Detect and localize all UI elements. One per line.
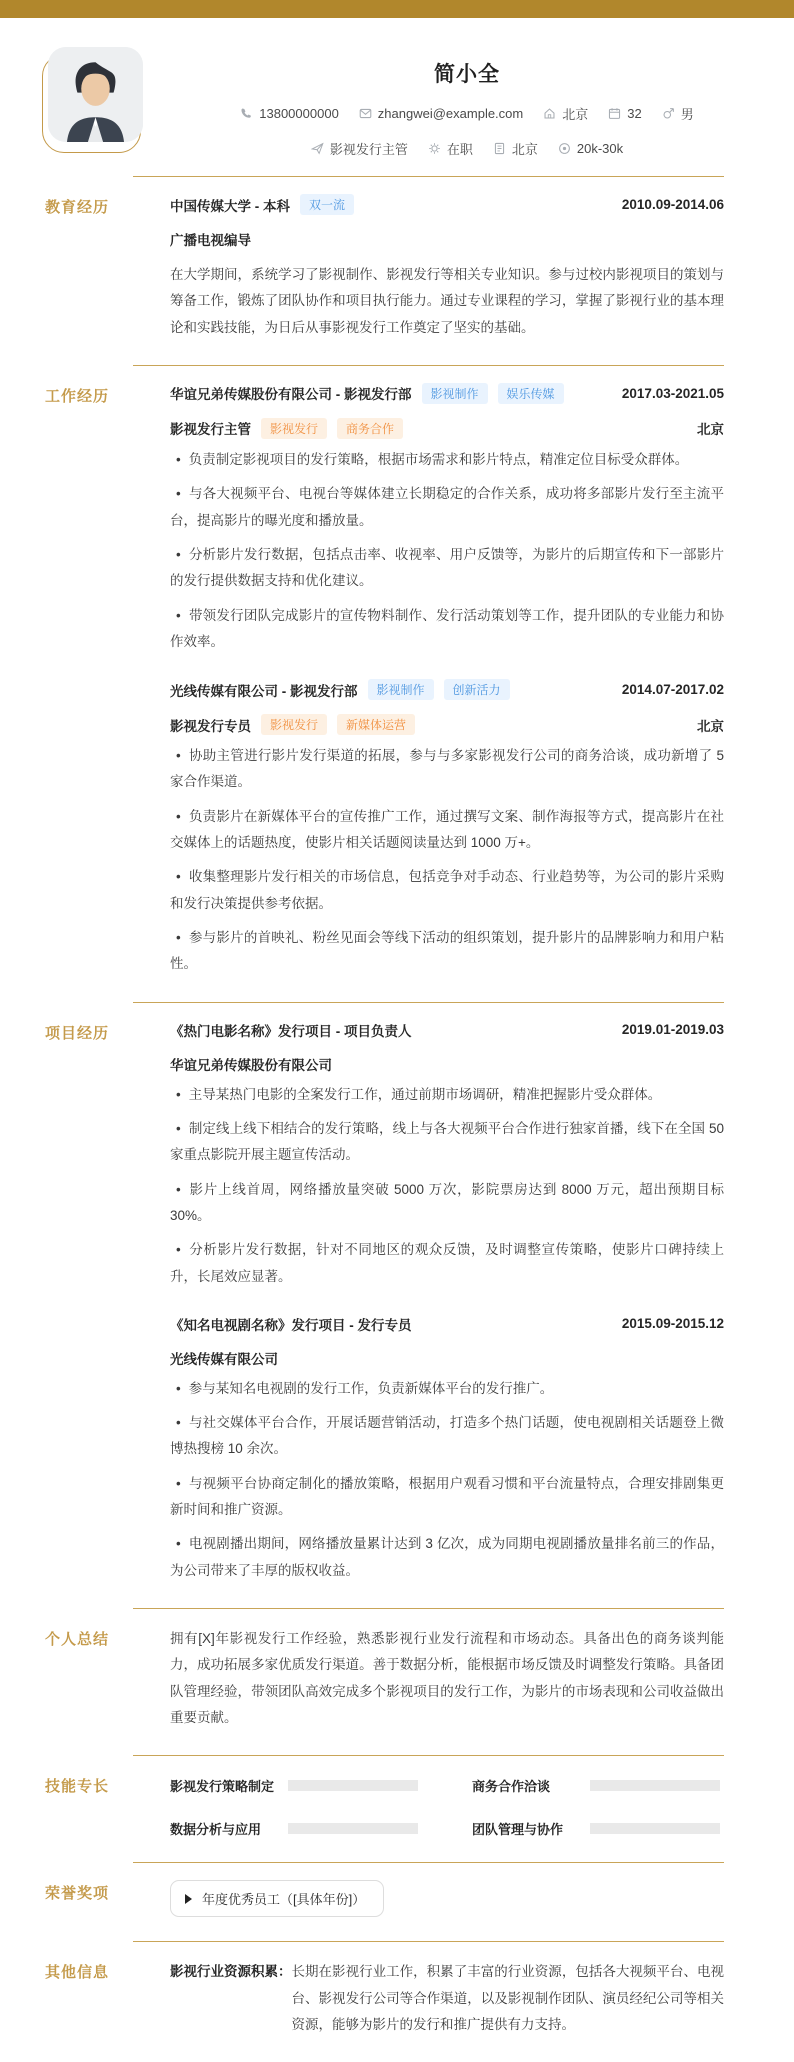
accent-top-bar (0, 0, 794, 18)
other-section-title: 其他信息 (45, 1964, 110, 1982)
other-info-label: 影视行业资源积累： (170, 1964, 292, 1980)
salary-value: 20k-30k (576, 141, 624, 156)
salary-target-icon (558, 142, 571, 155)
mail-icon (359, 107, 372, 120)
status-item (428, 139, 473, 158)
hometown-value: 北京 (562, 107, 589, 122)
skill-bar (590, 1780, 720, 1791)
person-portrait-graphic (48, 47, 143, 142)
skill-bar (288, 1823, 418, 1834)
bullet-dot-icon: • (176, 1120, 181, 1136)
job-bullet: • 分析影片发行数据，包括点击率、收视率、用户反馈等，为影片的后期宣传和下一部影片的发行提供数据支持和优化建议。 (170, 542, 724, 595)
job-bullet: • 与各大视频平台、电视台等媒体建立长期稳定的合作关系，成功将多部影片发行至主流平台，提高影片的曝光度和播放量。 (170, 481, 724, 534)
project-bullet: • 与视频平台协商定制化的播放策略，根据用户观看习惯和平台流量特点，合理安排剧集更新时间和推广资源。 (170, 1471, 724, 1524)
project-bullet: • 参与某知名电视剧的发行工作，负责新媒体平台的发行推广。 (170, 1376, 724, 1402)
projects-section (0, 1003, 794, 1608)
summary-section (0, 1609, 794, 1755)
project-bullet: • 制定线上线下相结合的发行策略，线上与各大视频平台合作进行独家首播，线下在全国 50 家重点影院开展主题宣传活动。 (170, 1116, 724, 1169)
bullet-dot-icon: • (176, 1181, 181, 1197)
gender-icon (662, 107, 675, 120)
project-entry (170, 1020, 724, 1290)
job-entry (170, 383, 724, 655)
bullet-dot-icon: • (176, 808, 181, 824)
email-value: zhangwei@example.com (377, 106, 524, 121)
skill-bar (590, 1823, 720, 1834)
job-bullet: • 协助主管进行影片发行渠道的拓展，参与与多家影视发行公司的商务洽谈，成功新增了 5 家合作渠道。 (170, 743, 724, 796)
bullet-dot-icon: • (176, 607, 181, 623)
age-icon (608, 107, 621, 120)
role-tag: 新媒体运营 (337, 714, 415, 735)
award-label: 年度优秀员工（[具体年份]） (202, 1892, 366, 1908)
position-item (311, 139, 408, 158)
projects-section-title: 项目经历 (45, 1024, 110, 1042)
bullet-dot-icon: • (176, 1475, 181, 1491)
job-location: 北京 (697, 718, 724, 734)
project-bullet: • 影片上线首周，网络播放量突破 5000 万次，影院票房达到 8000 万元，超出预期目标 30%。 (170, 1177, 724, 1230)
skill-name: 团队管理与协作 (472, 1822, 564, 1838)
skill-item (472, 1819, 724, 1838)
education-section (0, 177, 794, 365)
status-value: 在职 (446, 142, 473, 157)
gender-item (662, 104, 694, 123)
candidate-name: 简小全 (434, 63, 500, 86)
city-value: 北京 (511, 142, 538, 157)
project-bullet: • 电视剧播出期间，网络播放量累计达到 3 亿次，成为同期电视剧播放量排名前三的作品，为公司带来了丰厚的版权收益。 (170, 1531, 724, 1584)
hometown-item (543, 104, 588, 123)
major-name: 广播电视编导 (170, 233, 251, 248)
bullet-dot-icon: • (176, 451, 181, 467)
status-gear-icon (428, 142, 441, 155)
job-bullet: • 收集整理影片发行相关的市场信息，包括竞争对手动态、行业趋势等，为公司的影片采购和发行决策提供参考依据。 (170, 864, 724, 917)
skills-section (0, 1756, 794, 1862)
other-info-text: 长期在影视行业工作，积累了丰富的行业资源，包括各大视频平台、电视台、影视发行公司等合作渠道，以及影视制作团队、演员经纪公司等相关资源，能够为影片的发行和推广提供有力支持。 (291, 1964, 724, 2032)
bullet-dot-icon: • (176, 486, 181, 502)
document-icon (493, 142, 506, 155)
skill-item (170, 1819, 422, 1838)
salary-item (558, 141, 623, 156)
project-entry (170, 1314, 724, 1584)
play-triangle-icon (185, 1894, 192, 1904)
role-tag: 影视发行 (261, 418, 327, 439)
job-entry (170, 679, 724, 978)
bullet-dot-icon: • (176, 748, 181, 764)
company-tag: 娱乐传媒 (498, 383, 564, 404)
age-item (608, 106, 641, 121)
job-role: 影视发行专员 (170, 718, 251, 734)
project-bullet: • 与社交媒体平台合作，开展话题营销活动，打造多个热门话题，使电视剧相关话题登上微博热搜榜 10 余次。 (170, 1410, 724, 1463)
job-bullet: • 负责影片在新媒体平台的宣传推广工作，通过撰写文案、制作海报等方式，提高影片在社交媒体上的话题热度，使影片相关话题阅读量达到 1000 万+。 (170, 804, 724, 857)
skill-name: 商务合作洽谈 (472, 1779, 551, 1795)
avatar (48, 47, 143, 142)
job-date: 2017.03-2021.05 (621, 385, 724, 401)
project-bullet: • 分析影片发行数据，针对不同地区的观众反馈，及时调整宣传策略，使影片口碑持续上升，长尾效应显著。 (170, 1237, 724, 1290)
project-company: 光线传媒有限公司 (170, 1351, 278, 1367)
email-item (359, 106, 523, 121)
job-date: 2014.07-2017.02 (621, 682, 724, 698)
age-value: 32 (627, 106, 642, 121)
education-section-title: 教育经历 (45, 199, 110, 216)
summary-section-title: 个人总结 (45, 1631, 110, 1648)
job-bullet: • 负责制定影视项目的发行策略，根据市场需求和影片特点，精准定位目标受众群体。 (170, 447, 724, 473)
company-name: 光线传媒有限公司 - 影视发行部 (170, 683, 358, 699)
work-section (0, 366, 794, 1002)
honors-section-title: 荣誉奖项 (45, 1885, 110, 1903)
position-value: 影视发行主管 (329, 142, 408, 157)
skills-section-title: 技能专长 (45, 1778, 110, 1796)
award-item[interactable] (170, 1880, 384, 1917)
resume-header (0, 18, 794, 176)
company-tag: 创新活力 (444, 679, 510, 700)
job-bullet: • 带领发行团队完成影片的宣传物料制作、发行活动策划等工作，提升团队的专业能力和协作效率。 (170, 603, 724, 656)
project-title: 《知名电视剧名称》发行项目 - 发行专员 (170, 1317, 412, 1333)
skill-name: 影视发行策略制定 (170, 1779, 275, 1795)
skill-item (472, 1776, 724, 1795)
job-bullet: • 参与影片的首映礼、粉丝见面会等线下活动的组织策划，提升影片的品牌影响力和用户粘性。 (170, 925, 724, 978)
company-tag: 影视制作 (368, 679, 434, 700)
honors-section (0, 1863, 794, 1941)
school-name: 中国传媒大学 - 本科 (170, 198, 290, 214)
company-name: 华谊兄弟传媒股份有限公司 - 影视发行部 (170, 387, 412, 403)
education-date: 2010.09-2014.06 (621, 197, 724, 212)
project-date: 2015.09-2015.12 (621, 1316, 724, 1332)
position-icon (311, 142, 324, 155)
skill-item (170, 1776, 422, 1795)
bullet-dot-icon: • (176, 930, 181, 945)
project-title: 《热门电影名称》发行项目 - 项目负责人 (170, 1023, 412, 1039)
bullet-dot-icon: • (176, 1415, 181, 1431)
city-item (493, 139, 538, 158)
project-bullet: • 主导某热门电影的全案发行工作，通过前期市场调研，精准把握影片受众群体。 (170, 1082, 724, 1108)
contact-row-2 (175, 139, 759, 158)
role-tag: 商务合作 (337, 418, 403, 439)
job-role: 影视发行主管 (170, 422, 251, 438)
school-badge: 双一流 (300, 194, 354, 215)
gender-value: 男 (680, 107, 694, 122)
bullet-dot-icon: • (176, 1242, 181, 1258)
bullet-dot-icon: • (176, 1536, 181, 1552)
project-company: 华谊兄弟传媒股份有限公司 (170, 1057, 332, 1073)
phone-icon (240, 107, 253, 120)
summary-text: 拥有[X]年影视发行工作经验，熟悉影视行业发行流程和市场动态。具备出色的商务谈判能力，成功拓展多家优质发行渠道。善于数据分析，能根据市场反馈及时调整发行策略。具备团队管理经验，带领团队高效完成多个影视项目的发行工作，为影片的市场表现和公司收益做出重要贡献。 (170, 1631, 724, 1725)
other-section (0, 1942, 794, 2062)
bullet-dot-icon: • (176, 546, 181, 562)
job-location: 北京 (697, 422, 724, 438)
work-section-title: 工作经历 (45, 387, 110, 405)
home-icon (543, 107, 556, 120)
contact-row-1 (175, 104, 759, 123)
phone-value: 13800000000 (259, 106, 339, 121)
bullet-dot-icon: • (176, 1086, 181, 1102)
skill-name: 数据分析与应用 (170, 1822, 262, 1838)
education-description: 在大学期间，系统学习了影视制作、影视发行等相关专业知识。参与过校内影视项目的策划与筹备工作，锻炼了团队协作和项目执行能力。通过专业课程的学习，掌握了影视行业的基本理论和实践技能，为日后从事影视发行工作奠定了坚实的基础。 (170, 267, 724, 335)
role-tag: 影视发行 (261, 714, 327, 735)
profile-photo (48, 47, 143, 142)
project-date: 2019.01-2019.03 (621, 1022, 724, 1038)
bullet-dot-icon: • (176, 1380, 181, 1396)
company-tag: 影视制作 (422, 383, 488, 404)
phone-item (240, 106, 339, 121)
bullet-dot-icon: • (176, 869, 181, 885)
skill-bar (288, 1780, 418, 1791)
